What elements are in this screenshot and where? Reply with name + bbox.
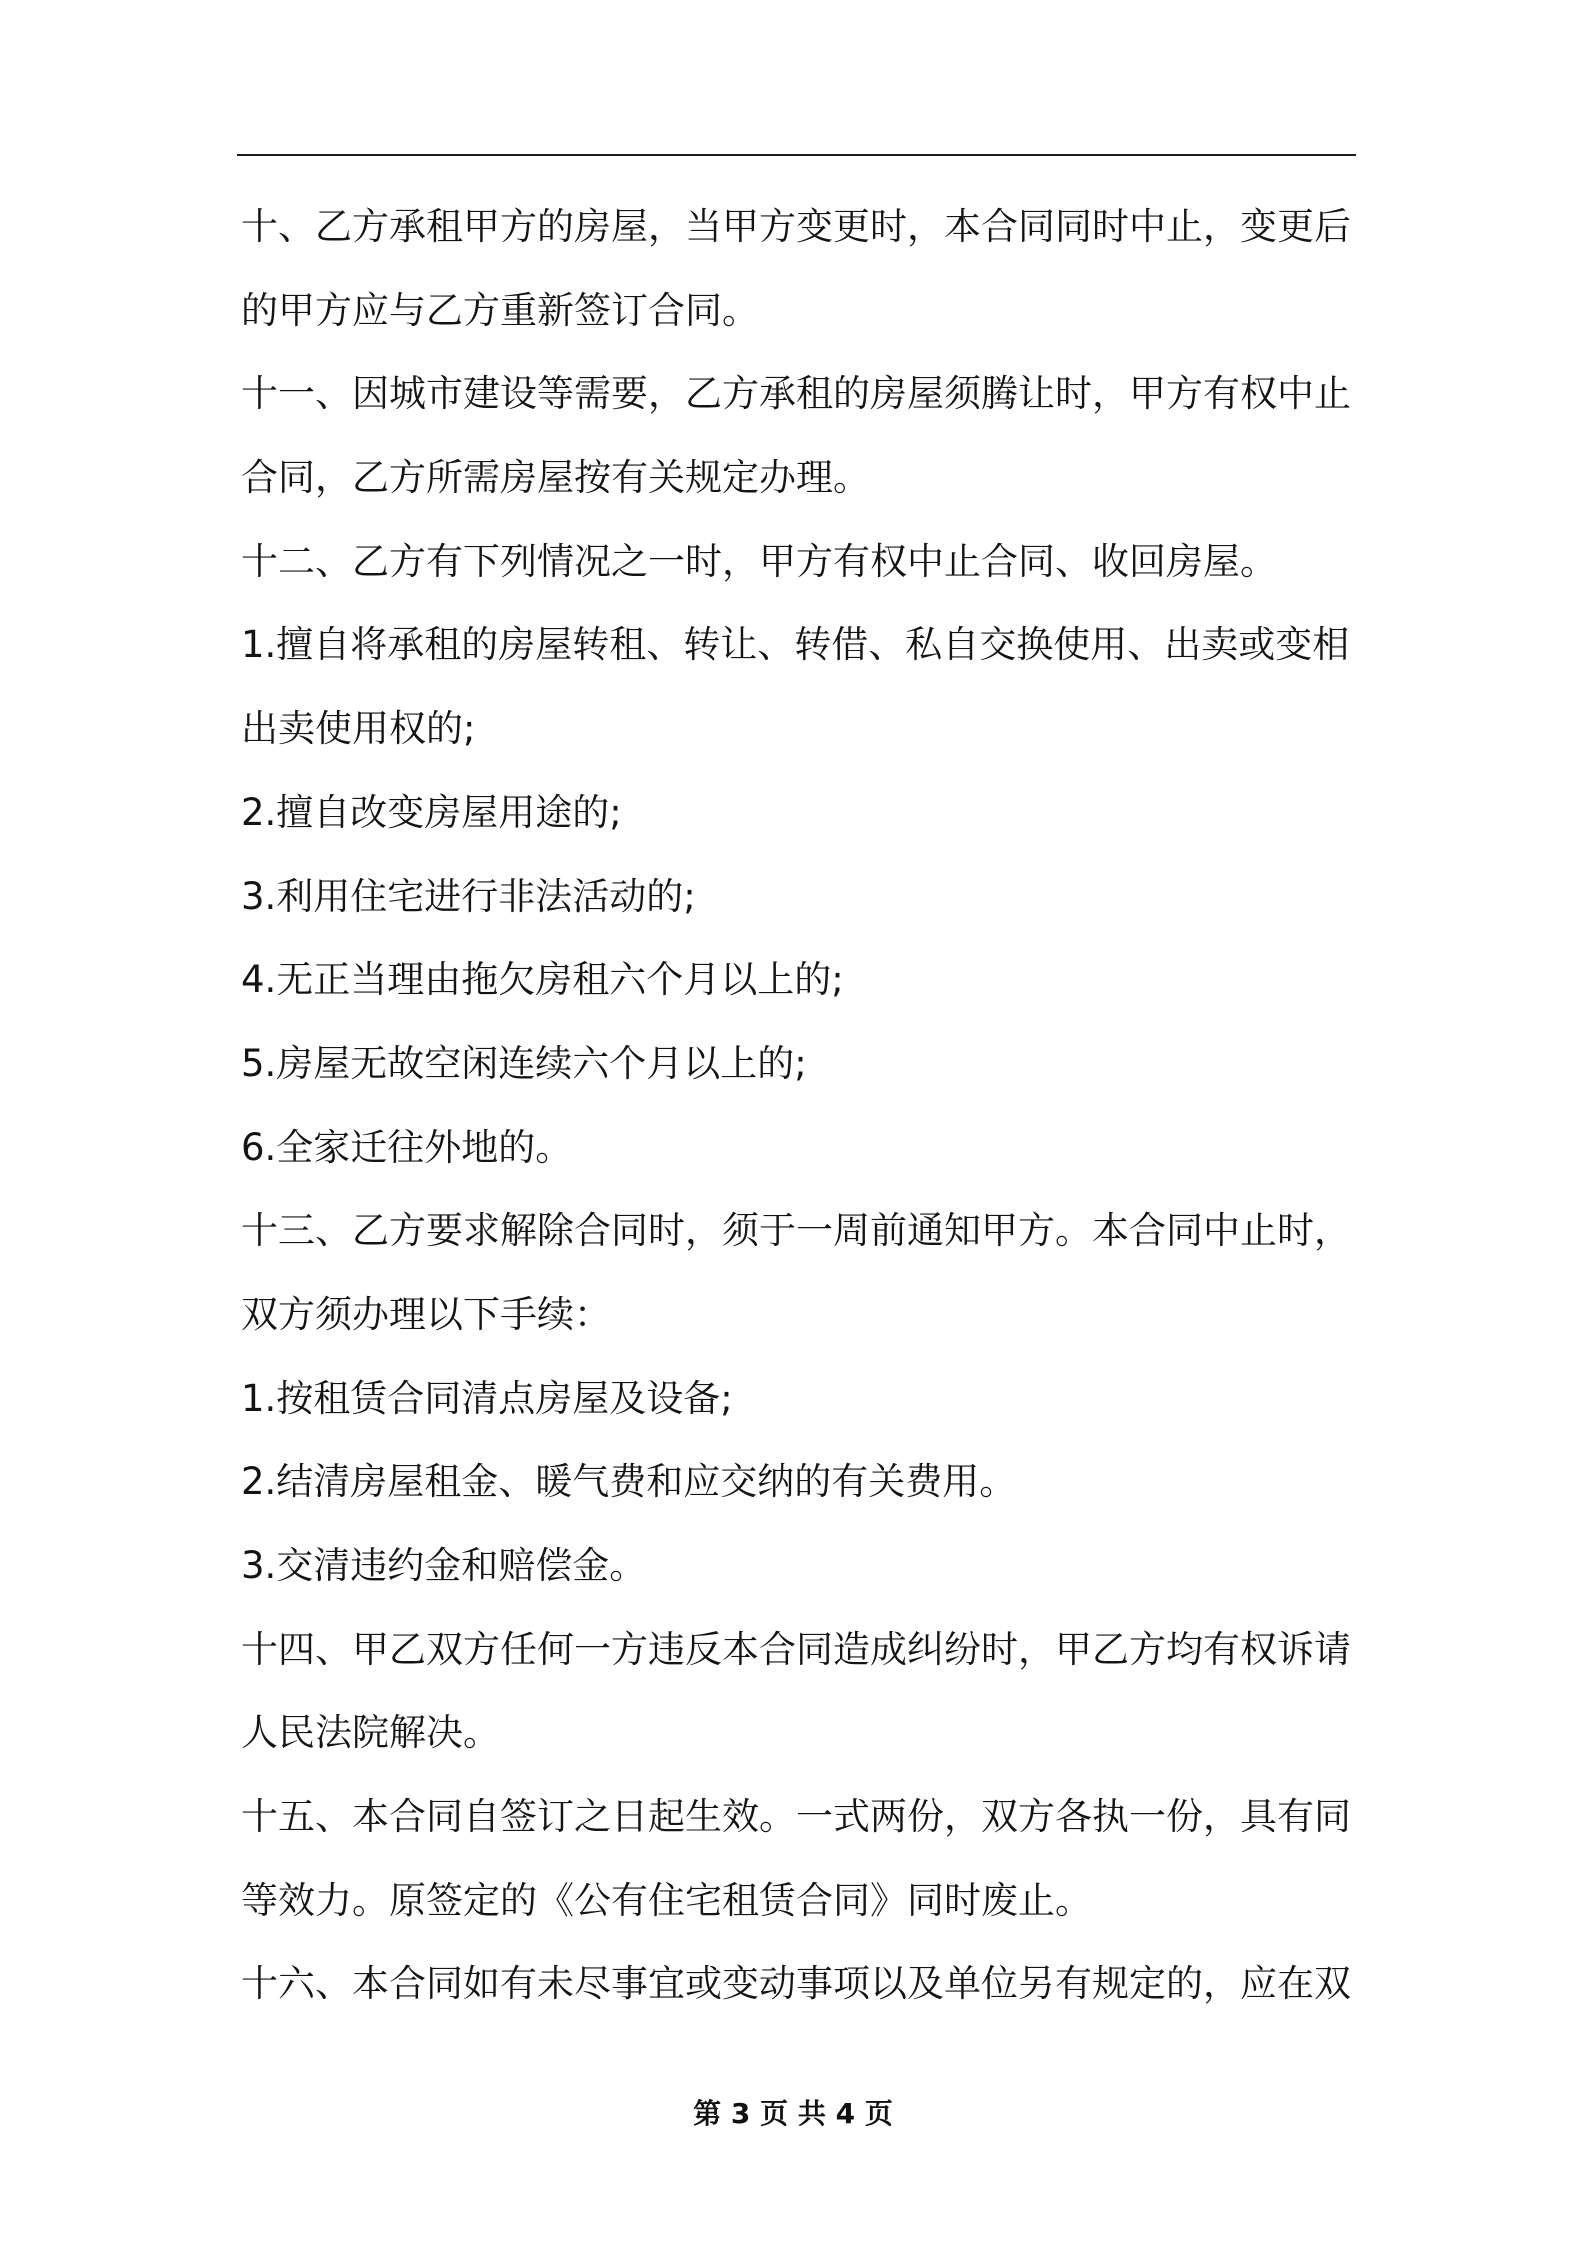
- text-line: 2.擅自改变房屋用途的;: [241, 790, 622, 834]
- text-line: 出卖使用权的;: [241, 707, 476, 751]
- text-line: 1.擅自将承租的房屋转租、转让、转借、私自交换使用、出卖或变相: [241, 623, 1350, 667]
- text-line: 十一、因城市建设等需要，乙方承租的房屋须腾让时，甲方有权中止: [241, 372, 1351, 416]
- text-line: 人民法院解决。: [241, 1711, 500, 1755]
- text-line: 6.全家迁往外地的。: [241, 1125, 573, 1169]
- text-line: 十四、甲乙双方任何一方违反本合同造成纠纷时，甲乙方均有权诉请: [241, 1627, 1351, 1671]
- text-line: 十五、本合同自签订之日起生效。一式两份，双方各执一份，具有同: [241, 1795, 1351, 1839]
- text-line: 4.无正当理由拖欠房租六个月以上的;: [241, 958, 844, 1002]
- text-line: 2.结清房屋租金、暖气费和应交纳的有关费用。: [241, 1460, 1017, 1504]
- text-line: 双方须办理以下手续：: [241, 1292, 611, 1336]
- text-line: 十二、乙方有下列情况之一时，甲方有权中止合同、收回房屋。: [241, 539, 1277, 583]
- text-line: 十、乙方承租甲方的房屋，当甲方变更时，本合同同时中止，变更后: [241, 205, 1351, 248]
- text-line: 3.利用住宅进行非法活动的;: [241, 874, 696, 918]
- text-line: 十三、乙方要求解除合同时，须于一周前通知甲方。本合同中止时，: [241, 1209, 1351, 1253]
- text-line: 十六、本合同如有未尽事宜或变动事项以及单位另有规定的，应在双: [241, 1962, 1351, 2006]
- text-line: 3.交清违约金和赔偿金。: [241, 1544, 647, 1587]
- page-number-footer: 第 3 页 共 4 页: [693, 2097, 893, 2130]
- header-rule: [237, 154, 1356, 156]
- text-line: 等效力。原签定的《公有住宅租赁合同》同时废止。: [241, 1878, 1092, 1922]
- document-body: [241, 185, 1356, 2026]
- text-line: 1.按租赁合同清点房屋及设备;: [241, 1376, 733, 1420]
- text-line: 合同，乙方所需房屋按有关规定办理。: [241, 456, 870, 500]
- text-line: 5.房屋无故空闲连续六个月以上的;: [241, 1041, 807, 1085]
- text-line: 的甲方应与乙方重新签订合同。: [241, 288, 759, 332]
